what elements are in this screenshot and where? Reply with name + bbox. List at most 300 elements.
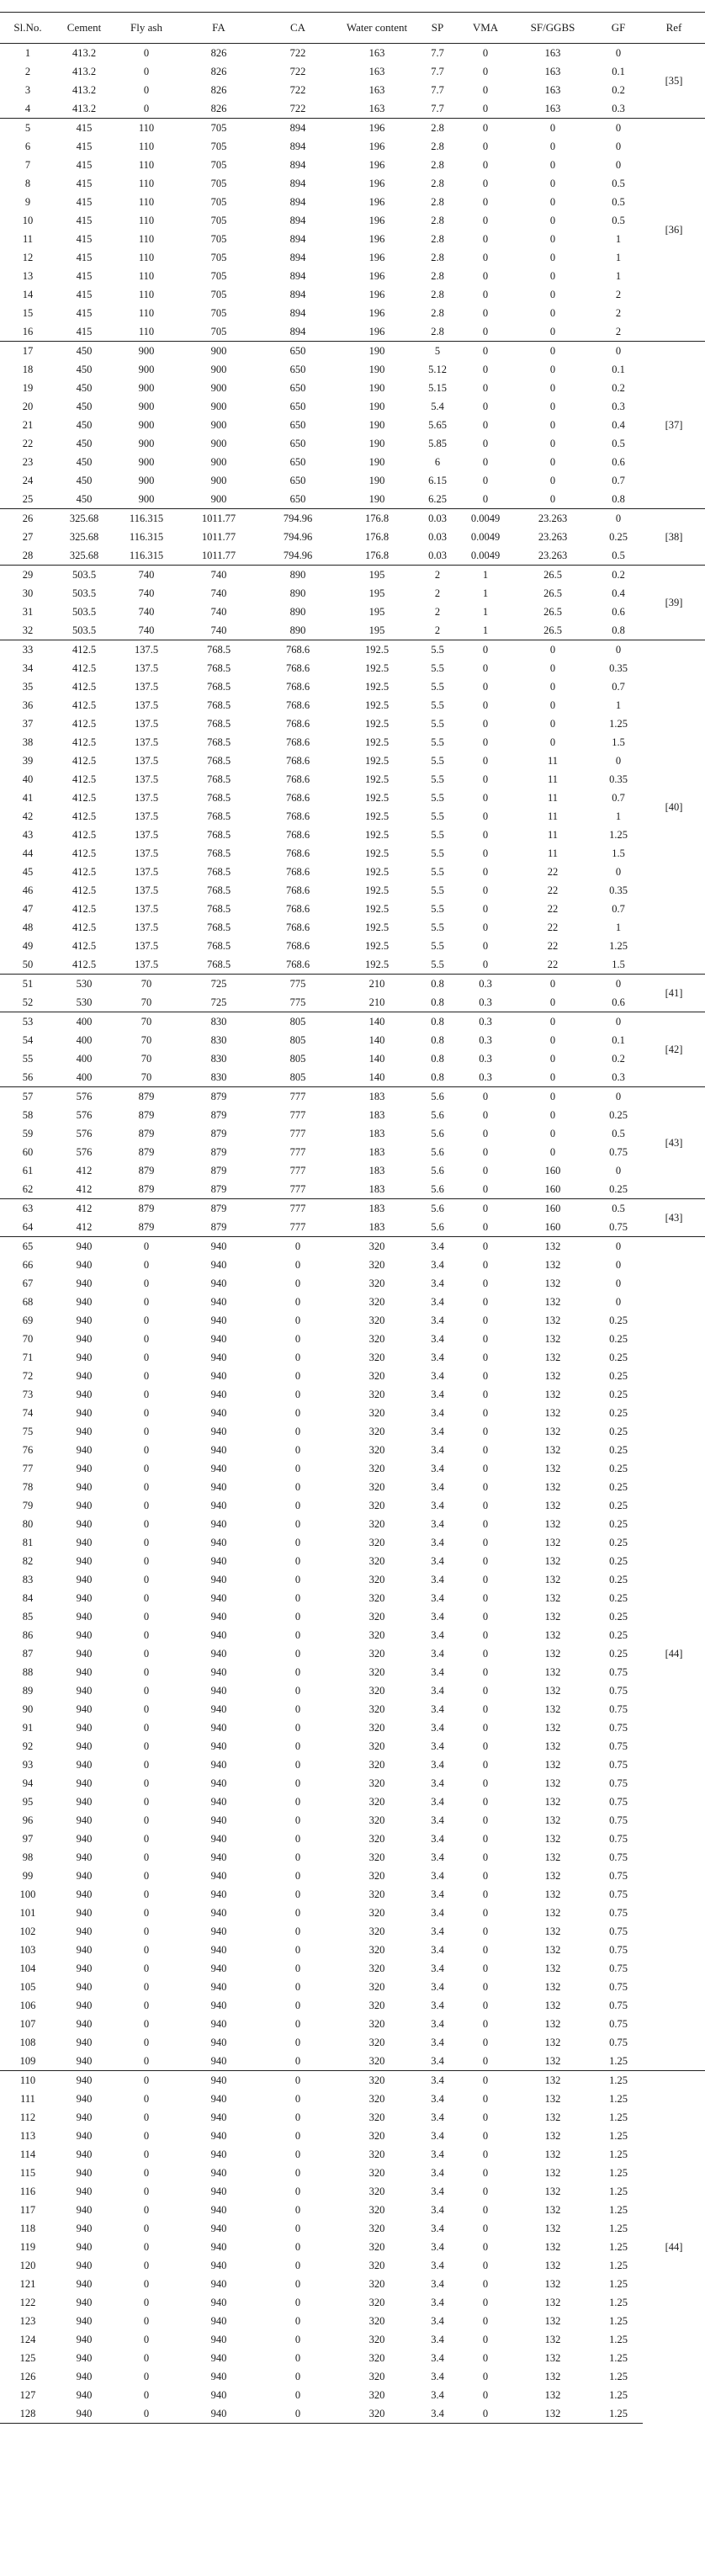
- cell-fly-ash: 0: [113, 2071, 180, 2090]
- cell-water-content: 320: [368, 2037, 385, 2048]
- cell-gf: 0.75: [609, 1796, 628, 1808]
- cell-vma: 0: [482, 1315, 489, 1326]
- cell-gf: 0.75: [609, 1759, 628, 1771]
- cell-sf-ggbs: 11: [547, 810, 559, 822]
- table-header: [0, 13, 705, 44]
- cell-fly-ash: 137.5: [134, 959, 159, 970]
- cell-water-content: 320: [368, 1537, 385, 1548]
- cell-fly-ash: 0: [143, 1537, 150, 1548]
- cell-sp: 3.4: [431, 1463, 444, 1474]
- cell-gf: 0.25: [609, 1333, 628, 1345]
- cell-cement: 940: [76, 2297, 93, 2308]
- cell-sf-ggbs: 132: [544, 2315, 561, 2327]
- cell-sf-ggbs: 0: [549, 159, 556, 171]
- cell-ca: 0: [294, 2389, 301, 2401]
- cell-fa: 768.5: [206, 847, 231, 859]
- cell-sp: 7.7: [416, 44, 459, 63]
- cell-sf-ggbs: 0: [549, 662, 556, 674]
- cell-fa: 940: [210, 2389, 227, 2401]
- cell-sl-no: 19: [22, 382, 34, 394]
- cell-cement: 940: [76, 1833, 93, 1845]
- cell-sf-ggbs: 26.5: [512, 566, 594, 585]
- cell-sf-ggbs: 0: [549, 178, 556, 189]
- table-row: [0, 1718, 705, 1737]
- cell-ca: 794.96: [257, 509, 338, 528]
- cell-sf-ggbs: 132: [544, 1481, 561, 1493]
- cell-gf: 0.75: [609, 1925, 628, 1937]
- cell-gf: 1.25: [609, 2352, 628, 2364]
- cell-vma: 0.3: [479, 996, 492, 1008]
- cell-sf-ggbs: 132: [544, 1537, 561, 1548]
- cell-water-content: 320: [368, 2241, 385, 2253]
- cell-sf-ggbs: 23.263: [512, 509, 594, 528]
- cell-ref: [38]: [643, 509, 705, 566]
- cell-fa: 940: [210, 2260, 227, 2271]
- cell-vma: 0: [482, 2352, 489, 2364]
- cell-ca: 890: [289, 606, 306, 618]
- cell-sl-no: 9: [24, 196, 31, 208]
- cell-sl-no: 23: [22, 456, 34, 468]
- cell-water-content: 320: [368, 1685, 385, 1697]
- cell-sf-ggbs: 0: [549, 1109, 556, 1121]
- cell-gf: 0.35: [609, 884, 628, 896]
- cell-fa: 830: [210, 1034, 227, 1046]
- cell-fa: 940: [210, 2334, 227, 2345]
- cell-sf-ggbs: 132: [544, 1574, 561, 1585]
- header-sf-ggbs: SF/GGBS: [512, 13, 594, 44]
- cell-sl-no: 43: [22, 829, 34, 841]
- header-gf: GF: [594, 13, 643, 44]
- cell-fa: 940: [210, 1389, 227, 1400]
- cell-ca: 650: [289, 382, 306, 394]
- cell-fa: 705: [210, 252, 227, 263]
- cell-sl-no: 99: [22, 1870, 34, 1882]
- cell-ca: 0: [294, 1500, 301, 1511]
- cell-sp: 3.4: [431, 1426, 444, 1437]
- cell-fa: 940: [210, 2204, 227, 2216]
- table-row: [0, 714, 705, 733]
- cell-gf: 0.3: [612, 1071, 625, 1083]
- cell-sp: 3.4: [431, 2148, 444, 2160]
- table-row: [0, 1330, 705, 1348]
- cell-cement: 412.5: [72, 736, 97, 748]
- table-row: [0, 230, 705, 248]
- cell-sl-no: 11: [22, 233, 34, 245]
- cell-cement: 940: [76, 1370, 93, 1382]
- cell-gf: 0.7: [612, 681, 625, 693]
- cell-cement: 940: [76, 2018, 93, 2030]
- header-water-content: Water content: [338, 13, 416, 44]
- cell-sf-ggbs: 0: [549, 475, 556, 486]
- cell-gf: 1: [615, 233, 622, 245]
- cell-fly-ash: 137.5: [134, 847, 159, 859]
- cell-fa: 940: [210, 2018, 227, 2030]
- cell-cement: 940: [76, 1796, 93, 1808]
- cell-sp: 3.4: [431, 1907, 444, 1919]
- cell-sl-no: 46: [22, 884, 34, 896]
- cell-fa: 768.5: [206, 699, 231, 711]
- cell-vma: 0: [482, 159, 489, 171]
- cell-fa: 940: [210, 1703, 227, 1715]
- cell-fa: 940: [210, 1944, 227, 1956]
- cell-gf: 1.25: [609, 718, 628, 730]
- cell-cement: 940: [76, 1389, 93, 1400]
- cell-vma: 0: [482, 493, 489, 505]
- cell-sp: 3.4: [416, 1237, 459, 1256]
- cell-sl-no: 60: [22, 1146, 34, 1158]
- cell-vma: 0: [482, 1481, 489, 1493]
- cell-fa: 879: [210, 1165, 227, 1176]
- cell-sf-ggbs: 132: [544, 2241, 561, 2253]
- cell-water-content: 320: [368, 1592, 385, 1604]
- table-row: [0, 1552, 705, 1570]
- cell-vma: 0: [482, 1759, 489, 1771]
- cell-fa: 940: [210, 1907, 227, 1919]
- cell-fly-ash: 137.5: [134, 718, 159, 730]
- cell-gf: 1.5: [612, 959, 625, 970]
- cell-fly-ash: 137.5: [134, 810, 159, 822]
- cell-cement: 503.5: [72, 587, 97, 599]
- cell-fa: 705: [210, 141, 227, 152]
- cell-water-content: 320: [368, 2167, 385, 2179]
- cell-fa: 940: [210, 1333, 227, 1345]
- cell-water-content: 320: [368, 2278, 385, 2290]
- cell-sp: 3.4: [431, 1259, 444, 1271]
- cell-sp: 5.6: [416, 1199, 459, 1219]
- cell-gf: 0.8: [612, 493, 625, 505]
- cell-ca: 650: [289, 419, 306, 431]
- table-row: [0, 1031, 705, 1049]
- cell-ca: 0: [294, 2018, 301, 2030]
- cell-gf: 0.25: [609, 1426, 628, 1437]
- cell-ca: 0: [294, 2334, 301, 2345]
- table-row: [0, 2052, 705, 2071]
- cell-water-content: 320: [338, 2071, 416, 2090]
- cell-fa: 940: [210, 1722, 227, 1734]
- cell-sf-ggbs: 26.5: [543, 624, 562, 636]
- cell-sl-no: 7: [24, 159, 31, 171]
- cell-ca: 0: [294, 1407, 301, 1419]
- cell-vma: 0: [482, 1814, 489, 1826]
- table-row: [0, 2201, 705, 2219]
- cell-ca: 0: [294, 2093, 301, 2105]
- cell-gf: 1.25: [609, 2148, 628, 2160]
- cell-vma: 0: [459, 1199, 512, 1219]
- cell-sp: 3.4: [416, 2404, 459, 2424]
- cell-fa: 940: [180, 2404, 257, 2424]
- cell-vma: 0: [482, 2018, 489, 2030]
- cell-fly-ash: 0: [143, 2297, 150, 2308]
- cell-sl-no: 91: [22, 1722, 34, 1734]
- cell-water-content: 192.5: [364, 681, 390, 693]
- cell-fly-ash: 879: [138, 1183, 155, 1195]
- table-row: [0, 1663, 705, 1681]
- table-row: [0, 285, 705, 304]
- cell-fly-ash: 0: [143, 2148, 150, 2160]
- cell-cement: 503.5: [56, 566, 113, 585]
- cell-ca: 794.96: [283, 550, 313, 561]
- cell-vma: 0: [482, 1259, 489, 1271]
- cell-water-content: 196: [368, 215, 385, 226]
- cell-fa: 940: [210, 2111, 227, 2123]
- cell-vma: 0: [482, 1703, 489, 1715]
- cell-ca: 0: [294, 2111, 301, 2123]
- cell-fa: 705: [210, 307, 227, 319]
- cell-cement: 940: [76, 1426, 93, 1437]
- cell-sf-ggbs: 23.263: [538, 531, 568, 543]
- cell-gf: 1.25: [594, 2071, 643, 2090]
- cell-sf-ggbs: 163: [544, 84, 561, 96]
- cell-gf: 0.75: [609, 2037, 628, 2048]
- table-row: [0, 2108, 705, 2127]
- cell-water-content: 196: [368, 141, 385, 152]
- cell-fly-ash: 0: [143, 1481, 150, 1493]
- cell-fa: 940: [210, 2167, 227, 2179]
- cell-water-content: 190: [368, 475, 385, 486]
- cell-fa: 768.5: [206, 829, 231, 841]
- cell-fly-ash: 879: [138, 1221, 155, 1233]
- cell-sl-no: 111: [20, 2093, 35, 2105]
- cell-sp: 3.4: [431, 1796, 444, 1808]
- cell-water-content: 176.8: [364, 531, 390, 543]
- cell-vma: 0: [482, 215, 489, 226]
- table-row: [0, 1848, 705, 1867]
- cell-cement: 450: [76, 438, 93, 449]
- cell-fly-ash: 110: [138, 307, 155, 319]
- cell-sp: 5.6: [431, 1146, 444, 1158]
- cell-cement: 940: [76, 1629, 93, 1641]
- cell-sf-ggbs: 160: [544, 1221, 561, 1233]
- cell-vma: 0: [459, 342, 512, 361]
- cell-ca: 894: [289, 178, 306, 189]
- table-row: [0, 1049, 705, 1068]
- cell-sl-no: 102: [19, 1925, 36, 1937]
- cell-fa: 900: [210, 364, 227, 375]
- cell-water-content: 190: [338, 342, 416, 361]
- cell-fly-ash: 0: [143, 2186, 150, 2197]
- table-row: [0, 379, 705, 397]
- cell-ca: 722: [257, 44, 338, 63]
- table-row: [0, 2349, 705, 2367]
- cell-sl-no: 45: [22, 866, 34, 878]
- cell-fly-ash: 0: [143, 2315, 150, 2327]
- cell-ca: 722: [289, 103, 306, 114]
- cell-sl-no: 74: [22, 1407, 34, 1419]
- cell-sf-ggbs: 132: [544, 2223, 561, 2234]
- cell-vma: 0.0049: [470, 531, 501, 543]
- cell-sf-ggbs: 132: [544, 1648, 561, 1660]
- cell-water-content: 320: [368, 2204, 385, 2216]
- cell-vma: 0: [482, 2334, 489, 2345]
- cell-cement: 450: [76, 475, 93, 486]
- cell-water-content: 320: [368, 1259, 385, 1271]
- cell-vma: 0: [482, 1463, 489, 1474]
- cell-cement: 940: [76, 1963, 93, 1974]
- cell-vma: 0: [482, 1555, 489, 1567]
- cell-vma: 0: [482, 922, 489, 933]
- cell-sf-ggbs: 132: [544, 1851, 561, 1863]
- cell-sf-ggbs: 0: [549, 419, 556, 431]
- cell-vma: 0: [482, 1183, 489, 1195]
- cell-vma: 0: [482, 2000, 489, 2011]
- table-row: [0, 99, 705, 119]
- table-row: [0, 1681, 705, 1700]
- cell-sl-no: 10: [22, 215, 34, 226]
- cell-sl-no: 18: [22, 364, 34, 375]
- cell-vma: 0: [482, 456, 489, 468]
- cell-gf: 1: [615, 252, 622, 263]
- cell-fa: 940: [210, 1833, 227, 1845]
- cell-sp: 5.5: [431, 755, 444, 767]
- cell-sl-no: 82: [22, 1555, 34, 1567]
- cell-fa: 768.5: [206, 884, 231, 896]
- cell-vma: 0: [482, 1592, 489, 1604]
- cell-water-content: 320: [368, 2093, 385, 2105]
- cell-fa: 768.5: [206, 792, 231, 804]
- cell-vma: 0: [482, 829, 489, 841]
- cell-ca: 768.6: [285, 681, 310, 693]
- cell-fly-ash: 137.5: [134, 699, 159, 711]
- cell-gf: 0.25: [609, 1444, 628, 1456]
- cell-fa: 940: [210, 2037, 227, 2048]
- table-row: [0, 881, 705, 900]
- cell-sl-no: 15: [22, 307, 34, 319]
- cell-sp: 2.8: [431, 196, 444, 208]
- table-row: [0, 453, 705, 471]
- cell-fa: 705: [210, 159, 227, 171]
- cell-water-content: 320: [368, 2148, 385, 2160]
- cell-vma: 0: [482, 2260, 489, 2271]
- header-sp: SP: [416, 13, 459, 44]
- cell-water-content: 192.5: [364, 959, 390, 970]
- cell-gf: 1.25: [609, 2055, 628, 2067]
- cell-sf-ggbs: 132: [544, 1888, 561, 1900]
- cell-sf-ggbs: 132: [544, 1296, 561, 1308]
- cell-sl-no: 42: [22, 810, 34, 822]
- cell-sf-ggbs: 11: [547, 773, 559, 785]
- cell-water-content: 192.5: [338, 640, 416, 660]
- cell-sp: 3.4: [431, 1833, 444, 1845]
- cell-gf: 0: [615, 1296, 622, 1308]
- cell-fly-ash: 900: [138, 493, 155, 505]
- cell-water-content: 183: [368, 1109, 385, 1121]
- cell-fly-ash: 0: [143, 1500, 150, 1511]
- cell-sp: 3.4: [431, 1685, 444, 1697]
- cell-fly-ash: 879: [138, 1146, 155, 1158]
- table-row: [0, 156, 705, 174]
- cell-sf-ggbs: 0: [512, 975, 594, 994]
- cell-water-content: 320: [368, 1814, 385, 1826]
- cell-water-content: 163: [338, 44, 416, 63]
- cell-water-content: 320: [368, 1870, 385, 1882]
- cell-vma: 0: [482, 773, 489, 785]
- cell-fa: 940: [210, 1740, 227, 1752]
- table-row: [0, 2219, 705, 2238]
- cell-sf-ggbs: 0: [549, 252, 556, 263]
- cell-ca: 805: [289, 1034, 306, 1046]
- cell-vma: 0: [482, 289, 489, 300]
- cell-sp: 6: [434, 456, 441, 468]
- cell-water-content: 320: [368, 2018, 385, 2030]
- cell-fa: 940: [210, 2130, 227, 2142]
- cell-water-content: 320: [368, 1629, 385, 1641]
- table-row: [0, 2330, 705, 2349]
- cell-cement: 940: [76, 1444, 93, 1456]
- cell-cement: 415: [76, 289, 93, 300]
- cell-sl-no: 92: [22, 1740, 34, 1752]
- cell-ca: 768.6: [285, 662, 310, 674]
- cell-water-content: 320: [368, 2186, 385, 2197]
- cell-sf-ggbs: 132: [544, 2130, 561, 2142]
- cell-fa: 940: [210, 1648, 227, 1660]
- cell-cement: 576: [56, 1087, 113, 1107]
- cell-vma: 0: [482, 84, 489, 96]
- table-row: [0, 1793, 705, 1811]
- cell-gf: 0.1: [612, 364, 625, 375]
- cell-fa: 940: [210, 1777, 227, 1789]
- table-row: [0, 1830, 705, 1848]
- table-row: [0, 1237, 705, 1256]
- cell-sf-ggbs: 22: [547, 866, 559, 878]
- table-row: [0, 1459, 705, 1478]
- cell-sp: 3.4: [431, 1277, 444, 1289]
- cell-fly-ash: 0: [143, 1259, 150, 1271]
- cell-gf: 0.25: [609, 1370, 628, 1382]
- cell-ca: 0: [294, 1925, 301, 1937]
- cell-gf: 1.25: [609, 2371, 628, 2382]
- cell-fly-ash: 900: [138, 456, 155, 468]
- cell-ca: 890: [289, 624, 306, 636]
- cell-gf: 1.25: [609, 2130, 628, 2142]
- cell-cement: 415: [76, 196, 93, 208]
- cell-cement: 415: [56, 119, 113, 138]
- cell-ca: 777: [289, 1183, 306, 1195]
- cell-vma: 0: [482, 1407, 489, 1419]
- cell-water-content: 192.5: [364, 792, 390, 804]
- cell-vma: 0: [482, 1426, 489, 1437]
- cell-fa: 1011.77: [180, 509, 257, 528]
- cell-ca: 0: [294, 2352, 301, 2364]
- cell-sf-ggbs: 22: [547, 884, 559, 896]
- cell-ca: 650: [289, 401, 306, 412]
- cell-ca: 0: [294, 1870, 301, 1882]
- table-row: [0, 937, 705, 955]
- cell-sf-ggbs: 132: [544, 2000, 561, 2011]
- cell-cement: 412: [76, 1221, 93, 1233]
- cell-sp: 3.4: [431, 2093, 444, 2105]
- cell-sp: 5.5: [431, 847, 444, 859]
- cell-sl-no: 98: [22, 1851, 34, 1863]
- cell-ca: 768.6: [285, 773, 310, 785]
- cell-cement: 940: [76, 2315, 93, 2327]
- cell-water-content: 196: [368, 233, 385, 245]
- cell-ca: 650: [289, 438, 306, 449]
- cell-sf-ggbs: 132: [544, 1500, 561, 1511]
- cell-vma: 1: [482, 624, 489, 636]
- cell-sf-ggbs: 132: [544, 1389, 561, 1400]
- cell-sf-ggbs: 132: [544, 1463, 561, 1474]
- table-row: [0, 603, 705, 621]
- cell-sp: 5.6: [431, 1221, 444, 1233]
- cell-sf-ggbs: 160: [512, 1199, 594, 1219]
- cell-water-content: 163: [368, 66, 385, 77]
- cell-sp: 5.5: [431, 866, 444, 878]
- cell-sf-ggbs: 0: [549, 456, 556, 468]
- cell-vma: 0: [482, 1333, 489, 1345]
- cell-water-content: 183: [368, 1128, 385, 1139]
- cell-sp: 3.4: [431, 2037, 444, 2048]
- cell-water-content: 192.5: [364, 940, 390, 952]
